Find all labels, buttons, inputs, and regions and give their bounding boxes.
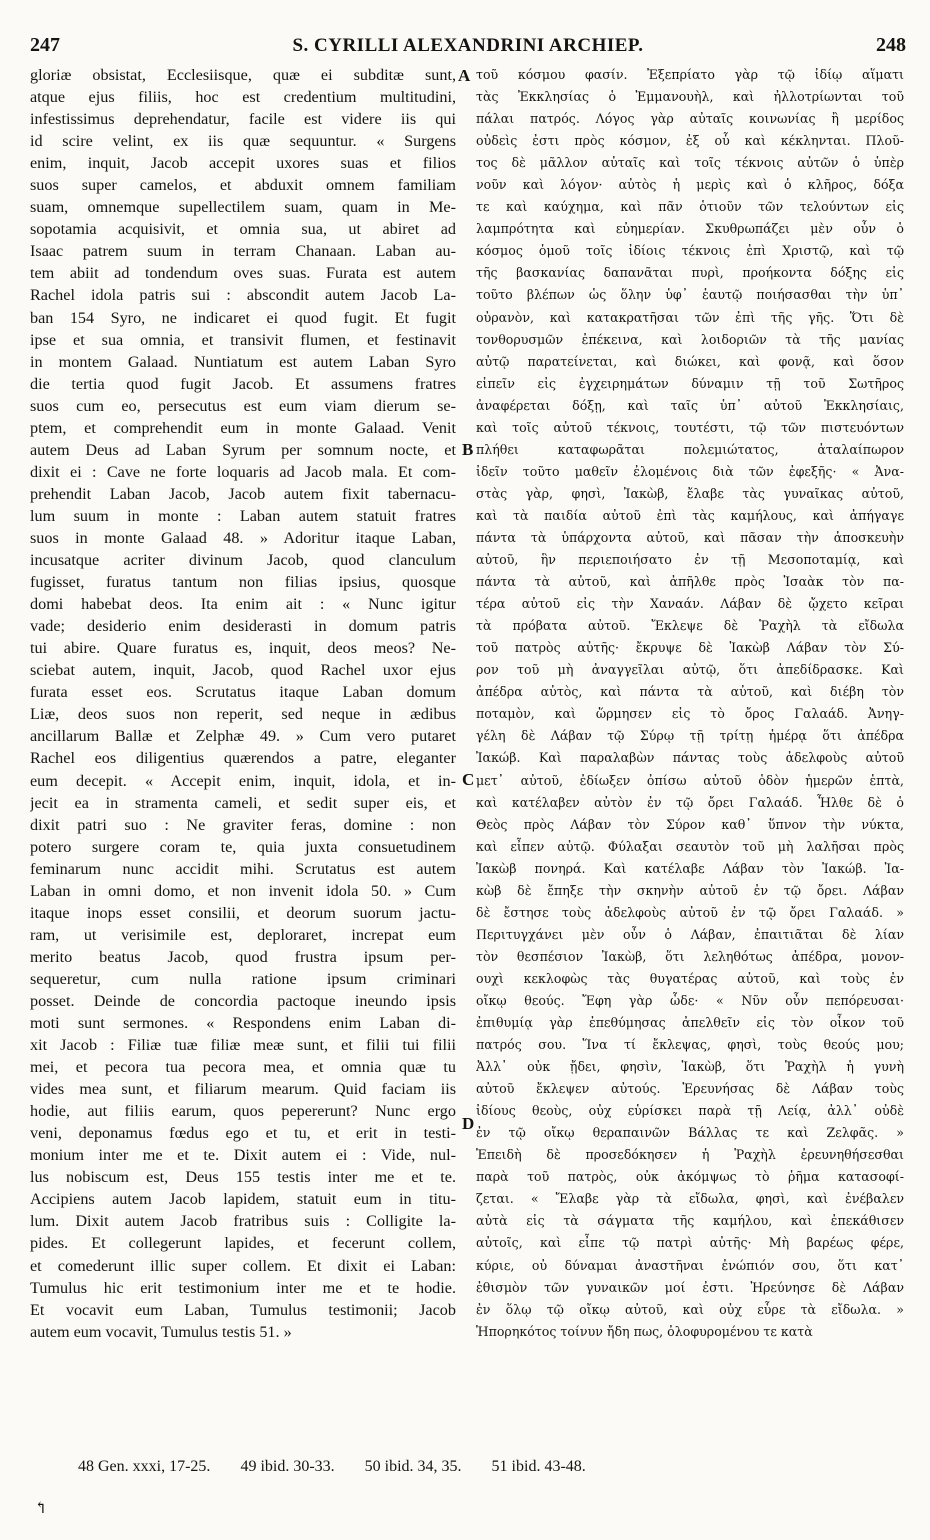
latin-text-line: ptem, et comprehendit eum in monte Galaad. Venit <box>30 418 456 437</box>
margin-mark: ↰ <box>34 1498 48 1517</box>
greek-text-line: καὶ εἶπεν αὐτῷ. Φύλαξαι σεαυτὸν τοῦ μὴ λαλῆσαι πρὸς <box>476 838 904 854</box>
latin-text-line: monium inter me et te. Dixit autem ei : Vide, nul- <box>30 1146 456 1165</box>
greek-text-line: ἐθισμὸν τῶν γυναικῶν μοί ἐστι. Ἠρεύνησε δὲ Λάβαν <box>476 1279 904 1295</box>
latin-text-line: Tumulus hic erit testimonium inter me et te hodie. <box>30 1278 456 1297</box>
greek-text-line: γέλη δὲ Λάβαν τῷ Σύρῳ τῇ τρίτῃ ἡμέρᾳ ὅτι ἀπέδρα <box>476 728 904 744</box>
latin-text-line: infestissimus deprehendatur, facile est videre iis qui <box>30 110 456 129</box>
margin-letter-b: B <box>462 440 474 459</box>
greek-text-line: τέρα αὐτοῦ εἰς τὴν Χαναάν. Λάβαν δὲ ᾤχετο κεῖραι <box>476 596 904 612</box>
latin-text-line: itaque inops esset consilii, et deorum suorum jactu- <box>30 903 456 922</box>
greek-text-line: κύριε, οὐ δύναμαι ἀναστῆναι ἐνώπιόν σου, ὅτι κατ᾽ <box>476 1257 904 1273</box>
greek-text-line: τοῦ κόσμου φασίν. Ἐξεπρίατο γὰρ τῷ ἰδίῳ αἵματι <box>476 67 904 82</box>
latin-text-line: domi habebat deos. Ita enim ait : « Nunc igitur <box>30 595 456 614</box>
latin-text-line: die tertia quod fugit Jacob. Et assumens fratres <box>30 374 456 393</box>
latin-text-line: posset. Deinde de concordia pactoque ineundo ipsis <box>30 991 456 1010</box>
greek-text-line: αὐτοῖς, καὶ εἶπε τῷ πατρὶ αὐτῆς· Μὴ βαρέως φέρε, <box>476 1235 904 1251</box>
latin-text-line: suam, omnemque supellectilem suam, quam in Me- <box>30 198 456 217</box>
left-page-number: 247 <box>30 34 60 56</box>
latin-text-line: fugisset, furatus tantum non filias ipsius, quosque <box>30 573 456 592</box>
latin-text-line: et comederunt illic super collem. Et dixit ei Laban: <box>30 1256 456 1275</box>
latin-text-line: mei, et pecora tua pecora mea, et omnia quæ tu <box>30 1058 456 1077</box>
page-header <box>30 34 906 60</box>
latin-text-line: sequeretur, cum nulla ratione ipsum criminari <box>30 969 456 988</box>
greek-text-line: Θεὸς πρὸς Λάβαν τὸν Σύρον καθ᾽ ὕπνον τὴν νύκτα, <box>476 816 904 832</box>
latin-text-line: xit Jacob : Filiæ tuæ filiæ meæ sunt, et filii tui filii <box>30 1036 456 1055</box>
greek-text-line: ἐπιθυμίᾳ γὰρ ἐπεθύμησας ἀπελθεῖν εἰς τὸν οἶκον τοῦ <box>476 1015 904 1031</box>
greek-text-line: ουχὶ κεκλοφὼς τὰς θυγατέρας αὐτοῦ, καὶ τοὺς ἐν <box>476 970 904 986</box>
latin-text-line: furata esset eos. Scrutatus itaque Laban domum <box>30 683 456 702</box>
greek-text-line: καὶ τὰ παιδία αὐτοῦ ἐπὶ τὰς καμήλους, καὶ ἀπήγαγε <box>476 507 904 523</box>
latin-text-line: ipse et sua omnia, et transivit flumen, et festinavit <box>30 330 456 349</box>
latin-text-line: Et vocavit eum Laban, Tumulus testimonii; Jacob <box>30 1300 456 1319</box>
greek-text-line: πάλαι πατρός. Λόγος γὰρ αὐταῖς κοινωνίας ἢ μερίδος <box>476 111 904 127</box>
greek-text-line: ποταμὸν, καὶ ὥρμησεν εἰς τὸ ὄρος Γαλαάδ. Ἀνηγ- <box>476 706 904 722</box>
latin-text-line: Liæ, deos suos non reperit, sed neque in ædibus <box>30 705 456 724</box>
greek-text-line: ἀναφέρεται δόξῃ, καὶ ταῖς ὑπ᾽ αὐτοῦ Ἐκκλησίαις, <box>476 397 904 413</box>
latin-text-line: sciebat autem, inquit, Jacob, quod Rachel uxor ejus <box>30 661 456 680</box>
greek-text-line: κὼβ δὲ ἔπηξε τὴν σκηνὴν αὐτοῦ ἐν τῷ ὄρει. Λάβαν <box>476 882 904 898</box>
latin-text-line: prehendit Laban Jacob, Jacob autem fixit tabernacu- <box>30 484 456 503</box>
greek-text-line: πάντα τὰ αὐτοῦ, καὶ ἀπῆλθε πρὸς Ἰσαὰκ τὸν πα- <box>476 574 904 590</box>
greek-text-line: εἰπεῖν εἰς ἐγχειρημάτων δύναμιν τῇ τοῦ Σωτῆρος <box>476 375 904 391</box>
latin-text-line: autem Deus ad Laban Syrum per somnum nocte, et <box>30 440 456 459</box>
latin-text-line: incusatque acriter divinum Jacob, quod clanculum <box>30 551 456 570</box>
latin-text-line: moti sunt sermones. « Respondens enim Laban di- <box>30 1014 456 1033</box>
greek-text-line: ἀπέδρα αὐτὸς, καὶ πάντα τὰ αὐτοῦ, καὶ διέβη τὸν <box>476 684 904 700</box>
greek-text-line: τοῦτο βλέπων ὡς ὅλην ὑφ᾽ ἑαυτῷ ποιήσασθαι τὴν ὑπ᾽ <box>476 287 904 303</box>
greek-text-line: οὐρανὸν, καὶ κατακρατῆσαι τῶν ἐπὶ τῆς γῆς. Ὅτι δὲ <box>476 309 904 325</box>
latin-text-line: veni, deponamus fœdus ego et tu, et erit in testi- <box>30 1124 456 1143</box>
latin-text-line: ban 154 Syro, ne indicaret ei quod fugit. Et fugit <box>30 308 456 327</box>
greek-text-line: ἐν ὅλῳ τῷ οἴκῳ αὐτοῦ, καὶ οὐχ εὗρε τὰ εἴδωλα. » <box>476 1301 904 1317</box>
greek-text-line: ἰδεῖν τοῦτο μαθεῖν ἐλομένοις διὰ τῶν ἐφεξῆς· « Ἀνα- <box>476 463 904 479</box>
greek-text-line: αὐτὰ εἰς τὰ σάγματα τῆς καμήλου, καὶ ἐπεκάθισεν <box>476 1213 904 1229</box>
margin-letter-c: C <box>462 770 475 789</box>
latin-text-line: Rachel eos diligentius quærendos a patre, eleganter <box>30 749 456 768</box>
latin-text-line: pides. Et collegerunt lapides, et fecerunt collem, <box>30 1234 456 1253</box>
greek-text-line: οὐδεὶς ἐστι πρὸς κόσμον, ἐξ οὗ καὶ κέκληνται. Πλοῦ- <box>476 133 904 149</box>
latin-text-line: eum decepit. « Accepit enim, inquit, idola, et in- <box>30 771 456 790</box>
latin-text-line: dixit ei : Cave ne forte loquaris ad Jacob mala. Et com- <box>30 462 456 481</box>
latin-text-line: tui abire. Quare furatus es, inquit, deos meos? Ne- <box>30 639 456 658</box>
greek-text-line: Ἰακώβ. Καὶ παραλαβὼν πάντας τοὺς ἀδελφοὺς αὐτοῦ <box>476 750 904 766</box>
greek-text-line: αὐτοῦ, ἣν περιεποιήσατο ἐν τῇ Μεσοποταμίᾳ, καὶ <box>476 552 904 568</box>
latin-text-line: Accipiens autem Jacob lapidem, statuit eum in titu- <box>30 1190 456 1209</box>
greek-text-line: μετ᾽ αὐτοῦ, ἐδίωξεν ὀπίσω αὐτοῦ ὁδὸν ἡμερῶν ἑπτὰ, <box>476 772 904 788</box>
greek-text-line: αὐτῷ παρατείνεται, καὶ διώκει, καὶ φονᾷ, καὶ ὅσον <box>476 353 904 369</box>
latin-text-line: id scire velint, ex iis quæ sequuntur. « Surgens <box>30 132 456 151</box>
greek-column <box>476 64 904 1343</box>
greek-text-line: τε καὶ καύχημα, καὶ πᾶν ὁτιοῦν τῶν τελούντων εἰς <box>476 199 904 215</box>
greek-text-line: ρον τοῦ μὴ ἀναγγεῖλαι αὐτῷ, ὅτι ἀπεδίδρασκε. Καὶ <box>476 662 904 678</box>
greek-text-line: τοῦ πατρὸς αὐτῆς· ἔκρυψε δὲ Ἰακὼβ Λάβαν τὸν Σύ- <box>476 640 904 656</box>
greek-text-line: στὰς γὰρ, φησὶ, Ἰακὼβ, ἔλαβε τὰς γυναῖκας αὐτοῦ, <box>476 485 904 501</box>
latin-text-line: ram, ut verisimile est, deploraret, increpat eum <box>30 925 456 944</box>
latin-text-line: Rachel idola patris sui : abscondit autem Jacob La- <box>30 286 456 305</box>
greek-text-line: Ἀλλ᾽ οὐκ ᾔδει, φησὶν, Ἰακὼβ, ὅτι Ῥαχὴλ ἡ γυνὴ <box>476 1059 904 1075</box>
latin-text-line: enim, inquit, Jacob accepit uxores suas et filios <box>30 154 456 173</box>
margin-letter-d: D <box>462 1114 475 1133</box>
latin-text-line: in montem Galaad. Nuntiatum est autem Laban Syro <box>30 352 456 371</box>
greek-text-line: ἰδίους θεοὺς, οὐχ εὑρίσκει παρὰ τῇ Λείᾳ, ἀλλ᾽ οὐδὲ <box>476 1103 904 1119</box>
greek-text-line: καὶ τοῖς αὐτοῦ τέκνοις, τουτέστι, τῷ τῶν πιστευόντων <box>476 419 904 435</box>
latin-text-line: lus nobiscum est, Deus 155 testis inter me et te. <box>30 1168 456 1187</box>
latin-text-line: dixit patri suo : Ne graviter feras, domine : non <box>30 815 456 834</box>
greek-text-line: καὶ κατέλαβεν αὐτὸν ἐν τῷ ὄρει Γαλαάδ. Ἦλθε δὲ ὁ <box>476 794 904 810</box>
greek-text-line: Ἐπειδὴ δὲ προσεδόκησεν ἡ Ῥαχὴλ ἐρευνηθήσεσθαι <box>476 1147 904 1163</box>
greek-text-line: οἴκῳ θεούς. Ἔφη γὰρ ὧδε· « Νῦν οὖν πεπόρευσαι· <box>476 992 904 1008</box>
greek-text-line: Ἰακὼβ πονηρά. Καὶ κατέλαβε Λάβαν τὸν Ἰακώβ. Ἰα- <box>476 860 904 876</box>
latin-text-line: ancillarum Ballæ et Zelphæ 49. » Cum vero putaret <box>30 727 456 746</box>
latin-text-line: vides mea sunt, et filiarum mearum. Quid faciam iis <box>30 1080 456 1099</box>
latin-text-line: lum. Dixit autem Jacob fratribus suis : Colligite la- <box>30 1212 456 1231</box>
greek-text-line: τος δὲ μᾶλλον αὐταῖς καὶ τοῖς τέκνοις αὐτῶν ὁ ὑπὲρ <box>476 155 904 171</box>
greek-text-line: τονθορυσμῶν ἐπέκεινα, καὶ λοιδοριῶν τὰ τῆς μανίας <box>476 331 904 347</box>
latin-text-line: tem abiit ad tondendum oves suas. Furata est autem <box>30 264 456 283</box>
latin-text-line: merito beatus Jacob, quod frustra ipsum per- <box>30 947 456 966</box>
footnote-49: 49 ibid. 30-33. <box>240 1458 335 1475</box>
greek-text-line: Ἠπορηκότος τοίνυν ἤδη πως, ὀλοφυρομένου τε κατὰ <box>476 1323 813 1339</box>
greek-text-line: τὸν θεσπέσιον Ἰακὼβ, ὅτι λεληθότως ἀπέδρα, μονον- <box>476 948 904 964</box>
latin-text-line: gloriæ obsistat, Ecclesiisque, quæ ei subditæ sunt, <box>30 66 456 84</box>
latin-text-line: autem eum vocavit, Tumulus testis 51. » <box>30 1322 292 1341</box>
greek-text-line: τῆς βασκανίας δαπανᾶται πυρὶ, προήκοντα δόξης εἰς <box>476 265 904 281</box>
latin-text-line: hodie, aut filiis earum, quos pepererunt? Nunc ergo <box>30 1102 456 1121</box>
greek-text-line: τὰ πρόβατα αὐτοῦ. Ἔκλεψε δὲ Ῥαχὴλ τὰ εἴδωλα <box>476 618 904 634</box>
footnote-50: 50 ibid. 34, 35. <box>364 1458 462 1475</box>
greek-text-line: κόσμος ὁμοῦ τοῖς ἰδίοις τέκνοις ἐπὶ Χριστῷ, καὶ τῷ <box>476 243 904 259</box>
greek-text-line: τὰς Ἐκκλησίας ὁ Ἐμμανουὴλ, καὶ ἠλλοτρίωνται τοῦ <box>476 89 904 105</box>
running-title: S. CYRILLI ALEXANDRINI ARCHIEP. <box>292 35 644 56</box>
latin-text-line: vade; desiderio enim desiderasti in domum patris <box>30 617 456 636</box>
latin-text-line: atque ejus filiis, hoc est credentium multitudini, <box>30 88 456 107</box>
latin-text-line: Laban in omni domo, et non invenit idola 50. » Cum <box>30 881 456 900</box>
greek-text-line: ζεται. « Ἔλαβε γὰρ τὰ εἴδωλα, φησὶ, καὶ ἐνέβαλεν <box>476 1191 904 1207</box>
greek-text-line: πλήθει καταφωρᾶται πολεμιώτατος, ἀταλαίπωρον <box>476 441 904 457</box>
greek-text-line: παρὰ τοῦ πατρὸς, οὐκ ἀκόμψως τὸ ῥῆμα κατασοφί- <box>476 1169 904 1185</box>
latin-text-line: lum suum in monte : Laban autem statuit fratres <box>30 506 456 525</box>
latin-text-line: feminarum nunc accidit mihi. Scrutatus est autem <box>30 859 456 878</box>
latin-text-line: suos cum eo, persecutus est eum viam dierum se- <box>30 396 456 415</box>
greek-text-line: λαμπρότητα καὶ εὐημερίαν. Σκυθρωπάζει μὲν οὖν ὁ <box>476 221 904 237</box>
greek-text-line: νοῦν καὶ λόγον· αὐτὸς ἡ μερὶς καὶ ὁ κλῆρος, δόξα <box>476 177 904 193</box>
margin-letter-a: A <box>458 66 471 85</box>
latin-text-line: suos super camelos, et abduxit omnem familiam <box>30 176 456 195</box>
latin-text-line: jecit ea in stramenta cameli, et sedit super eis, et <box>30 793 456 812</box>
latin-text-line: sopotamia acquisivit, et omnia sua, ut abiret ad <box>30 220 456 239</box>
latin-text-line: suos in monte Galaad 48. » Adoritur itaque Laban, <box>30 528 456 547</box>
latin-column <box>30 64 456 1343</box>
latin-text-line: potero surgere coram te, quia juxta consuetudinem <box>30 837 456 856</box>
footnote-48: 48 Gen. xxxi, 17-25. <box>78 1458 211 1475</box>
greek-text-line: δὲ ἔστησε τοὺς ἀδελφοὺς αὐτοῦ ἐν τῷ ὄρει Γαλαάδ. » <box>476 904 904 920</box>
greek-text-line: Περιτυγχάνει μὲν οὖν ὁ Λάβαν, ἐπαιτιᾶται δὲ λίαν <box>476 926 904 942</box>
latin-text-line: Isaac patrem suum in terram Chanaan. Laban au- <box>30 242 456 261</box>
greek-text-line: ἐν τῷ οἴκῳ θεραπαινῶν Βάλλας τε καὶ Ζελφᾶς. » <box>476 1125 904 1141</box>
greek-text-line: πάντα τὰ ὑπάρχοντα αὐτοῦ, καὶ πᾶσαν τὴν ἀποσκευὴν <box>476 529 904 545</box>
right-page-number: 248 <box>876 34 906 56</box>
greek-text-line: αὐτοῦ ἔκλεψεν αὐτούς. Ἐρευνήσας δὲ Λάβαν τοὺς <box>476 1081 904 1097</box>
greek-text-line: πατρός σου. Ἵνα τί ἔκλεψας, φησὶ, τοὺς θεούς μου; <box>476 1037 904 1053</box>
footnotes <box>78 1458 612 1476</box>
footnote-51: 51 ibid. 43-48. <box>491 1458 586 1475</box>
